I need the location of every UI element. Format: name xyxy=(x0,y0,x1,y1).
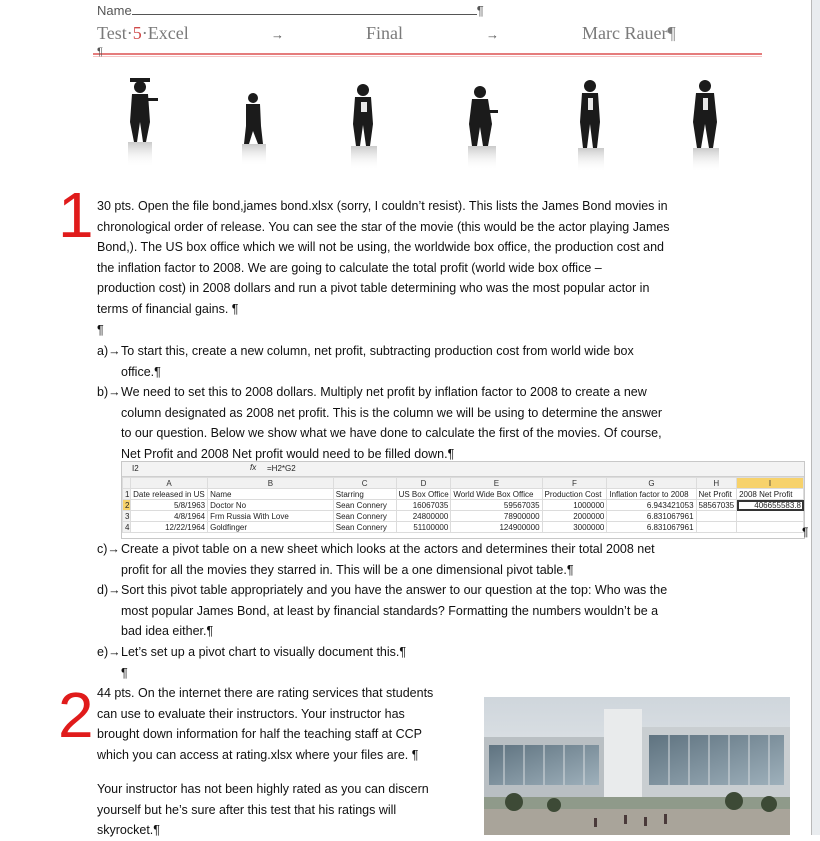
corner-cell xyxy=(123,478,131,489)
figure-2 xyxy=(242,93,266,166)
figure-6 xyxy=(693,80,719,172)
title-subject: Excel xyxy=(147,23,189,43)
column-header: C xyxy=(333,478,396,489)
table-cell: Starring xyxy=(333,489,396,500)
row-number: 3 xyxy=(123,511,131,522)
list-line: Net Profit and 2008 Net profit would need to be filled down.¶ xyxy=(121,446,455,461)
tab-arrow-icon: → xyxy=(486,27,499,42)
formula-bar xyxy=(122,462,804,477)
title-author: Marc Rauer¶ xyxy=(582,23,676,43)
table-cell: Name xyxy=(208,489,334,500)
table-cell: Goldfinger xyxy=(208,522,334,533)
table-cell: Doctor No xyxy=(208,500,334,511)
list-label: d)→ xyxy=(97,583,121,597)
table-cell: 6.943421053 xyxy=(607,500,696,511)
table-cell: 1000000 xyxy=(542,500,607,511)
q2-line: skyrocket.¶ xyxy=(97,823,160,838)
bond-figures-image xyxy=(110,72,750,187)
column-header-row xyxy=(123,478,804,489)
title-test-block: Test·5·Excel xyxy=(97,23,189,43)
list-label: c)→ xyxy=(97,542,120,556)
list-line: to our question. Below we show what we have done to calculate the first of the movies. Of course, xyxy=(121,426,662,441)
table-cell: 2000000 xyxy=(542,511,607,522)
column-header: A xyxy=(131,478,208,489)
table-cell: 59567035 xyxy=(451,500,542,511)
table-cell xyxy=(737,522,804,533)
list-line: Sort this pivot table appropriately and you have the answer to our question at the top: Who was the xyxy=(121,583,668,597)
list-line: Let’s set up a pivot chart to visually document this.¶ xyxy=(121,645,407,659)
q1-line: production cost) in 2008 dollars and run a pivot table determining who was the most popular actor in xyxy=(97,281,650,296)
table-cell: 51100000 xyxy=(396,522,451,533)
figure-3 xyxy=(351,84,377,170)
q2-paragraph-2 xyxy=(97,779,477,841)
pilcrow-mark: ¶ xyxy=(121,665,128,680)
name-underline[interactable] xyxy=(132,4,477,15)
document-title-row xyxy=(97,23,687,47)
table-row xyxy=(123,489,804,500)
list-label: a)→ xyxy=(97,344,121,358)
title-number: 5 xyxy=(132,23,142,43)
table-cell: 12/22/1964 xyxy=(131,522,208,533)
table-cell: 78900000 xyxy=(451,511,542,522)
table-cell xyxy=(696,522,737,533)
title-final: Final xyxy=(366,23,404,43)
pilcrow-mark: ¶ xyxy=(802,525,809,539)
table-cell: 24800000 xyxy=(396,511,451,522)
table-cell: 58567035 xyxy=(696,500,737,511)
excel-grid xyxy=(122,477,804,533)
formula-text: =H2*G2 xyxy=(267,464,296,473)
row-number: 2 xyxy=(123,500,131,511)
q2-line: yourself but he’s sure after this test that his ratings will xyxy=(97,802,397,817)
title-test: Test xyxy=(97,23,127,43)
list-line: bad idea either.¶ xyxy=(121,624,214,639)
header-rule-shadow xyxy=(93,56,762,57)
list-label: b)→ xyxy=(97,385,121,399)
q1-line: terms of financial gains. ¶ xyxy=(97,301,239,316)
campus-building-image xyxy=(484,697,790,835)
q2-line: can use to evaluate their instructors. Your instructor has xyxy=(97,706,405,721)
q1-line: 30 pts. Open the file bond,james bond.xlsx (sorry, I couldn’t resist). This lists the James Bond movies in xyxy=(97,199,668,213)
list-line: We need to set this to 2008 dollars. Multiply net profit by inflation factor to 2008 to create a new xyxy=(121,385,647,399)
list-line: office.¶ xyxy=(121,364,161,379)
column-header: D xyxy=(396,478,451,489)
pilcrow-mark: ¶ xyxy=(476,3,484,18)
page-margin xyxy=(812,0,820,835)
pilcrow-mark: ¶ xyxy=(97,46,103,58)
table-cell: World Wide Box Office xyxy=(451,489,542,500)
list-line: profit for all the movies they starred in. This will be a one dimensional pivot table.¶ xyxy=(121,562,574,577)
q2-line: brought down information for half the teaching staff at CCP xyxy=(97,727,422,742)
table-cell: 16067035 xyxy=(396,500,451,511)
list-label: e)→ xyxy=(97,645,121,659)
table-cell: Inflation factor to 2008 xyxy=(607,489,696,500)
table-cell: 124900000 xyxy=(451,522,542,533)
table-cell: Sean Connery xyxy=(333,511,396,522)
table-cell xyxy=(737,511,804,522)
table-row xyxy=(123,522,804,533)
table-cell: 4/8/1964 xyxy=(131,511,208,522)
name-label: Name xyxy=(97,3,132,18)
table-cell: Frm Russia With Love xyxy=(208,511,334,522)
table-cell: Net Profit xyxy=(696,489,737,500)
q1-line: chronological order of release. You can see the star of the movie (this would be the actor playing James xyxy=(97,219,670,234)
column-header: E xyxy=(451,478,542,489)
q2-line: which you can access at rating.xlsx where your files are. ¶ xyxy=(97,747,419,762)
list-line: Create a pivot table on a new sheet which looks at the actors and determines their total 2008 net xyxy=(121,542,655,556)
name-box: I2 xyxy=(132,464,139,473)
list-line: column designated as 2008 net profit. This is the column we will be using to determine the answer xyxy=(121,405,663,420)
table-cell: US Box Office xyxy=(396,489,451,500)
column-header: H xyxy=(696,478,737,489)
header-rule xyxy=(93,53,762,55)
table-cell: Sean Connery xyxy=(333,500,396,511)
table-cell: 2008 Net Profit xyxy=(737,489,804,500)
table-row xyxy=(123,511,804,522)
figure-4 xyxy=(468,86,498,170)
table-cell: Sean Connery xyxy=(333,522,396,533)
active-cell[interactable]: 406655583.8 xyxy=(737,500,804,511)
list-line: To start this, create a new column, net profit, subtracting production cost from world wide box xyxy=(121,344,634,358)
table-cell: Date released in US xyxy=(131,489,208,500)
list-line: most popular James Bond, at least by financial standards? Formatting the numbers wouldn’t be a xyxy=(121,603,659,618)
q1-intro xyxy=(97,196,670,340)
column-header: G xyxy=(607,478,696,489)
figure-1 xyxy=(128,78,158,167)
table-cell xyxy=(696,511,737,522)
page-border xyxy=(811,0,812,835)
pilcrow-mark: ¶ xyxy=(97,322,104,337)
q1-line: Bond,). The US box office which we will not be using, the worldwide box office, the production cost and xyxy=(97,240,664,255)
question-number-1: 1 xyxy=(58,179,94,251)
name-field-line xyxy=(97,3,484,18)
row-number: 1 xyxy=(123,489,131,500)
q2-line: Your instructor has not been highly rated as you can discern xyxy=(97,782,429,796)
column-header: B xyxy=(208,478,334,489)
table-row xyxy=(123,500,804,511)
column-header: F xyxy=(542,478,607,489)
excel-screenshot xyxy=(121,461,805,539)
table-cell: 5/8/1963 xyxy=(131,500,208,511)
column-header-selected: I xyxy=(737,478,804,489)
table-cell: 6.831067961 xyxy=(607,511,696,522)
q2-paragraph-1 xyxy=(97,683,477,765)
table-cell: Production Cost xyxy=(542,489,607,500)
figure-5 xyxy=(578,80,604,172)
fx-icon: fx xyxy=(250,463,257,472)
tab-arrow-icon: → xyxy=(271,27,284,42)
q1-line: the inflation factor to 2008. We are going to calculate the total profit (world wide box office – xyxy=(97,260,602,275)
row-number: 4 xyxy=(123,522,131,533)
question-number-2: 2 xyxy=(58,679,94,751)
q2-line: 44 pts. On the internet there are rating services that students xyxy=(97,686,434,700)
table-cell: 6.831067961 xyxy=(607,522,696,533)
table-cell: 3000000 xyxy=(542,522,607,533)
